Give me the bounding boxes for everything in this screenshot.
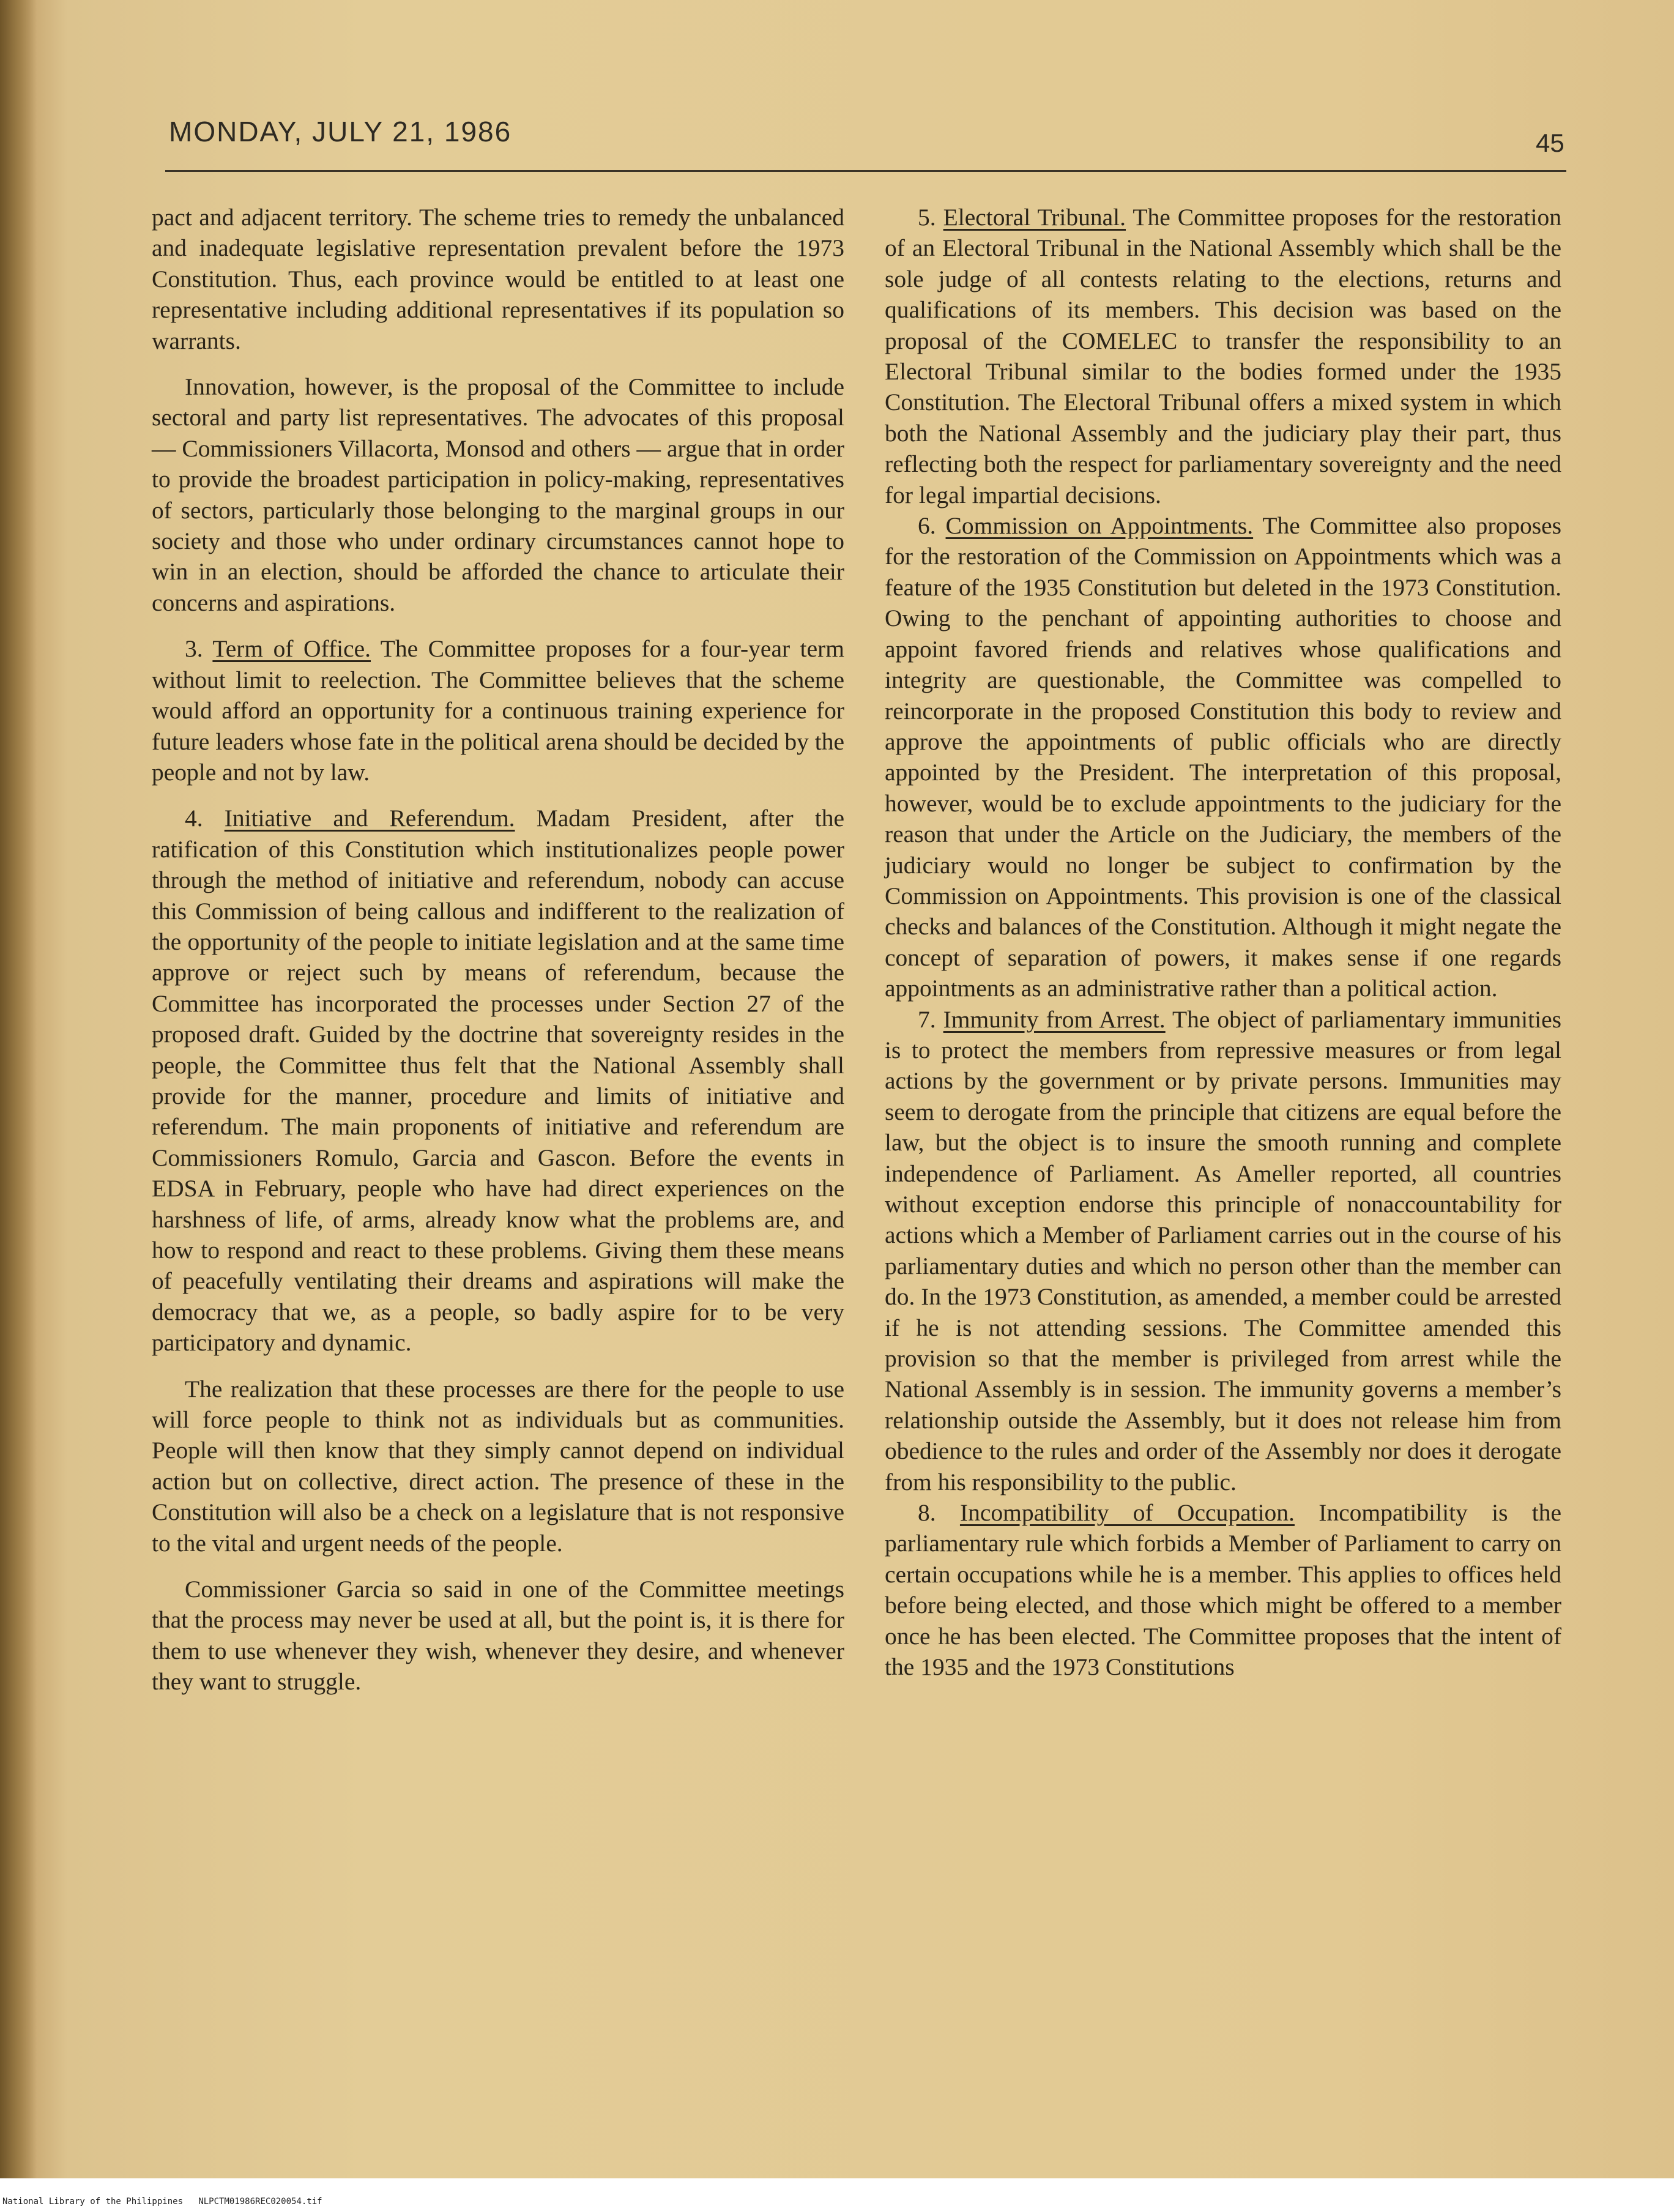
item-heading: Immunity from Arrest. bbox=[943, 1005, 1166, 1033]
item-number: 6. bbox=[918, 512, 936, 540]
item-text: The Committee proposes for the restoration of an Electoral Tribunal in the National Assembly which shall be the sole judge of all contests relating to the elections, returns and qualifications of its members. This decision was based on the proposal of the COMELEC to transfer the responsibility to an Electoral Tribunal similar to the bodies formed under the 1935 Constitution. The Electoral Tribunal offers a mixed system in which both the National Assembly and the judiciary play their part, thus reflecting both the respect for parliamentary sovereignty and the need for legal impartial decisions. bbox=[885, 204, 1561, 508]
item-number: 8. bbox=[918, 1499, 936, 1527]
footer-file: NLPCTM01986REC020054.tif bbox=[198, 2197, 322, 2206]
paragraph bbox=[152, 1574, 844, 1697]
item-number: 4. bbox=[185, 805, 203, 832]
item-text: The Committee proposes for a four-year term without limit to reelection. The Committee believes that the scheme would afford an opportunity for a continuous training experience for future leaders whose fate in the political arena should be decided by the people and not by law. bbox=[152, 635, 844, 786]
item-heading: Commission on Appointments. bbox=[945, 512, 1254, 540]
item-text: Incompatibility is the parliamentary rule which forbids a Member of Parliament to carry on certain occupations while he is a member. This applies to offices held before being elected, and those which might be offered to a member once he has been elected. The Committee proposes that the intent of the 1935 and the 1973 Constitutions bbox=[885, 1499, 1562, 1681]
page-number: 45 bbox=[1536, 128, 1564, 157]
left-column bbox=[152, 202, 844, 1697]
paragraph-text: pact and adjacent territory. The scheme tries to remedy the unbalanced and inadequate legislative representation prevalent before the 1973 Constitution. Thus, each province would be entitled to at least one representative including additional representatives if its population so warrants. bbox=[152, 204, 844, 354]
item-number: 3. bbox=[185, 635, 203, 663]
header-rule bbox=[165, 170, 1566, 172]
item-heading: Incompatibility of Occupation. bbox=[959, 1499, 1295, 1527]
numbered-item-immunity-from-arrest bbox=[885, 1004, 1561, 1498]
item-number: 7. bbox=[918, 1005, 936, 1033]
page-date: MONDAY, JULY 21, 1986 bbox=[169, 116, 512, 147]
item-text: The Committee also proposes for the restoration of the Commission on Appointments which was a feature of the 1935 Constitution but deleted in the 1973 Constitution. Owing to the penchant of appointing authorities to choose and appoint favored friends and relatives whose qualifications and integrity are questionable, the Committee was compelled to reincorporate in the proposed Constitution this body to review and approve the appointments of public officials who are directly appointed by the President. The interpretation of this proposal, however, would be to exclude appointments to the judiciary for the reason that under the Article on the Judiciary, the members of the judiciary would no longer be subject to confirmation by the Commission on Appointments. This provision is one of the classical checks and balances of the Constitution. Although it might negate the concept of separation of powers, it makes sense if one regards appointments as an administrative rather than a political action. bbox=[885, 512, 1562, 1002]
numbered-item-incompatibility-of-occupation bbox=[885, 1497, 1561, 1682]
paragraph bbox=[152, 1374, 844, 1558]
paragraph-text: Innovation, however, is the proposal of the Committee to include sectoral and party list representatives. The advocates of this proposal — Commissioners Villacorta, Monsod and others — argue that in order to provide the broadest participation in policy-making, representatives of sectors, particularly those belonging to the marginal groups in our society and those who under ordinary circumstances cannot hope to win in an election, should be afforded the chance to articulate their concerns and aspirations. bbox=[152, 373, 844, 616]
paragraph bbox=[152, 371, 844, 618]
footer-library: National Library of the Philippines bbox=[2, 2197, 184, 2206]
numbered-item-commission-on-appointments bbox=[885, 510, 1561, 1004]
scan-footer bbox=[2, 2197, 322, 2206]
item-heading: Initiative and Referendum. bbox=[224, 805, 515, 832]
item-heading: Term of Office. bbox=[212, 635, 371, 663]
scan-footer-strip bbox=[0, 2178, 1674, 2212]
item-heading: Electoral Tribunal. bbox=[943, 204, 1126, 231]
numbered-item-electoral-tribunal bbox=[885, 202, 1561, 510]
item-text: Madam President, after the ratification of this Constitution which institutionalizes people power through the method of initiative and referendum, nobody can accuse this Commission of being callous and indifferent to the realization of the opportunity of the people to initiate legislation and at the same time approve or reject such by means of referendum, because the Committee has incorporated the processes under Section 27 of the proposed draft. Guided by the doctrine that sovereignty resides in the people, the Committee thus felt that the National Assembly shall provide for the manner, procedure and limits of initiative and referendum. The main proponents of initiative and referendum are Commissioners Romulo, Garcia and Gascon. Before the events in EDSA in February, people who have had direct experiences on the harshness of life, of arms, already know what the problems are, and how to respond and react to these problems. Giving them these means of peacefully ventilating their dreams and aspirations will make the democracy that we, as a people, so badly aspire for to be very participatory and dynamic. bbox=[152, 805, 844, 1357]
item-text: The object of parliamentary immunities is to protect the members from repressive measures or from legal actions by the government or by private persons. Immunities may seem to derogate from the principle that citizens are equal before the law, but the object is to insure the smooth running and complete independence of Parliament. As Ameller reported, all countries without exception endorse this principle of nonaccountability for actions which a Member of Parliament carries out in the course of his parliamentary duties and which no person other than the member can do. In the 1973 Constitution, as amended, a member could be arrested if he is not attending sessions. The Committee amended this provision so that the member is privileged from arrest while the National Assembly is in session. The immunity governs a member’s relationship outside the Assembly, but it does not release him from obedience to the rules and order of the Assembly nor does it derogate from his responsibility to the public. bbox=[885, 1005, 1561, 1495]
paragraph-continued bbox=[152, 202, 844, 356]
numbered-item-initiative-referendum bbox=[152, 803, 844, 1358]
paragraph-text: The realization that these processes are there for the people to use will force people to think not as individuals but as communities. People will then know that they simply cannot depend on individual action but on collective, direct action. The presence of these in the Constitution will also be a check on a legislature that is not responsive to the vital and urgent needs of the people. bbox=[152, 1375, 844, 1557]
paragraph-text: Commissioner Garcia so said in one of the Committee meetings that the process may never be used at all, but the point is, it is there for them to use whenever they wish, whenever they desire, and whenever they want to struggle. bbox=[152, 1576, 844, 1696]
numbered-item-term-of-office bbox=[152, 633, 844, 788]
right-column bbox=[885, 202, 1561, 1683]
binding-shadow bbox=[0, 0, 37, 2178]
item-number: 5. bbox=[918, 204, 936, 231]
